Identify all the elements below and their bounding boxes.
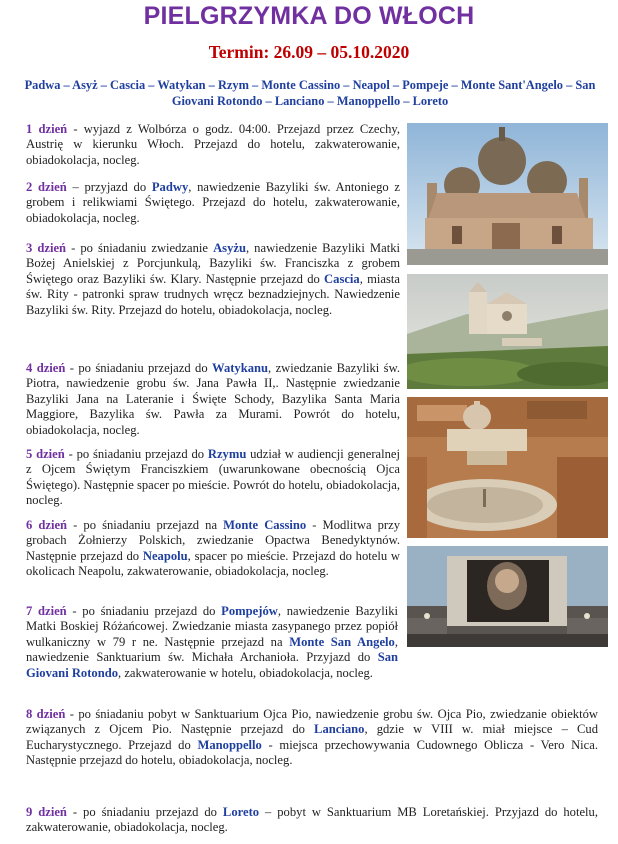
day-text: - po śniadaniu przejazd do xyxy=(65,361,213,375)
route-separator: – xyxy=(265,94,272,108)
day-text: - po śniadaniu przejazd do xyxy=(66,805,223,819)
route-stop: San Giovani Rotondo xyxy=(171,78,596,108)
route-stop: Loreto xyxy=(412,94,449,108)
route-stop: Padwa xyxy=(24,78,61,92)
assisi-photo xyxy=(407,274,608,389)
day-text: , zwiedzanie Bazyliki św. Piotra, nawiedzenie grobu św. Jana Pawła II,. Następnie zwiedzanie Bazyliki Jana na Lateranie i Święte Schody, Bazylika Santa Maria Maggiore, Bazylika św. Pawła za Murami. Powrót do hotelu, obiadokolacja, nocleg. xyxy=(26,361,401,437)
day-text: - po śniadaniu przejazd do xyxy=(66,604,222,618)
route-separator: – xyxy=(208,78,215,92)
route-stop: Watykan xyxy=(157,78,206,92)
route-stop: Monte Sant'Angelo xyxy=(460,78,563,92)
route-separator: – xyxy=(566,78,573,92)
day-text: - wyjazd z Wolbórza o godz. 04:00. Przejazd przez Czechy, Austrię w kierunku Włoch. Przejazd do hotelu, zakwaterowanie, obiadokolacja, nocleg. xyxy=(26,122,400,167)
day-number: 3 dzień xyxy=(26,241,67,255)
place-name: Manoppello xyxy=(197,737,262,752)
place-name: Rzymu xyxy=(207,447,247,461)
day-2 xyxy=(26,180,400,226)
route-stop: Neapol xyxy=(352,78,390,92)
day-number: 8 dzień xyxy=(26,707,66,721)
route-separator: – xyxy=(252,78,259,92)
day-7 xyxy=(26,604,398,681)
day-number: 6 dzień xyxy=(26,518,68,532)
route-stop: Cascia xyxy=(110,78,146,92)
place-name: Loreto xyxy=(222,805,260,819)
day-5 xyxy=(26,447,400,509)
place-name: Watykanu xyxy=(212,361,269,375)
day-text: - Modlitwa przy grobach Żołnierzy Polskich, zwiedzanie Opactwa Benedyktynów. Następnie przejazd do xyxy=(26,518,400,563)
day-number: 9 dzień xyxy=(26,805,67,819)
day-number: 1 dzień xyxy=(26,122,68,136)
day-text: – przyjazd do xyxy=(66,180,152,194)
route-separator: – xyxy=(392,78,400,92)
day-text: – pobyt w Sanktuarium MB Loretańskiej. Przyjazd do hotelu, zakwaterowanie, obiadokolacja, nocleg. xyxy=(26,805,598,835)
day-number: 2 dzień xyxy=(26,180,67,194)
trip-dates: Termin: 26.09 – 05.10.2020 xyxy=(208,42,410,62)
day-text: - po śniadaniu zwiedzanie xyxy=(66,241,214,255)
route-separator: – xyxy=(403,94,410,108)
place-name: Padwy xyxy=(151,180,189,194)
place-name: Monte San Angelo xyxy=(289,634,395,649)
day-number: 4 dzień xyxy=(26,361,66,375)
day-text: udział w audiencji generalnej z Ojcem Świętym Franciszkiem (uwarunkowane obecnością Ojca Świętego). Następnie spacer po mieście. Powrót do hotelu, obiadokolacja, nocleg. xyxy=(26,447,400,508)
day-text: , nawiedzenie Bazyliki Matki Bożej Anielskiej z Porcjunkulą, Bazyliki św. Franciszka z grobem Świętego oraz Bazyliki św. Klary. Następnie przejazd do xyxy=(26,241,400,286)
route-separator: – xyxy=(343,78,350,92)
day-1 xyxy=(26,122,400,168)
day-text: - miejsca przechowywania Cudownego Oblicza - Vero Nica. Następnie przejazd do hotelu, obiadokolacja, nocleg. xyxy=(26,737,598,768)
place-name: Monte Cassino xyxy=(223,518,307,532)
vatican-photo xyxy=(407,397,608,538)
place-name: Asyżu xyxy=(213,241,246,255)
place-name: San Giovani Rotondo xyxy=(26,650,398,680)
route-list xyxy=(22,77,598,109)
route-stop: Pompeje xyxy=(402,78,449,92)
day-text: , spacer po mieście. Przejazd do hotelu w okolicach Neapolu, zakwaterowanie, obiadokolacja, nocleg. xyxy=(26,548,401,579)
day-text: , nawiedzenie Sanktuarium św. Michała Archanioła. Przyjazd do xyxy=(26,634,398,665)
day-6 xyxy=(26,518,400,580)
day-text: - po śniadaniu przejazd do xyxy=(64,447,208,461)
day-4 xyxy=(26,361,400,438)
day-text: , zakwaterowanie w hotelu, obiadokolacja, nocleg. xyxy=(118,665,373,680)
place-name: Cascia xyxy=(324,271,360,286)
place-name: Lanciano xyxy=(314,722,365,737)
route-stop: Rzym xyxy=(217,78,249,92)
day-number: 5 dzień xyxy=(26,447,65,461)
place-name: Neapolu xyxy=(142,548,188,563)
route-separator: – xyxy=(148,78,155,92)
route-stop: Monte Cassino xyxy=(261,78,341,92)
day-3 xyxy=(26,241,400,318)
day-text: - po śniadaniu przejazd na xyxy=(67,518,224,532)
day-9 xyxy=(26,805,598,836)
route-separator: – xyxy=(451,78,458,92)
padre-pio-photo xyxy=(407,546,608,647)
route-stop: Manoppello xyxy=(336,94,401,108)
route-separator: – xyxy=(63,78,70,92)
route-separator: – xyxy=(100,78,107,92)
route-stop: Asyż xyxy=(72,78,98,92)
route-stop: Lanciano xyxy=(274,94,325,108)
route-separator: – xyxy=(327,94,334,108)
day-text: - po śniadaniu pobyt w Sanktuarium Ojca Pio, nawiedzenie grobu św. Ojca Pio, zwiedzanie obiektów związanych z Ojcem Pio. Następnie przejazd do xyxy=(26,707,598,737)
place-name: Pompejów xyxy=(221,604,278,618)
day-number: 7 dzień xyxy=(26,604,67,618)
day-text: , miasta św. Rity - patronki spraw trudnych wręcz beznadziejnych. Nawiedzenie Bazyliki św. Rity. Przejazd do hotelu, obiadokolacja, nocleg. xyxy=(26,271,400,317)
day-8 xyxy=(26,707,598,769)
day-text: , nawiedzenie Bazyliki św. Antoniego z grobem i relikwiami Świętego. Przejazd do hotelu, zakwaterowanie, obiadokolacja, nocleg. xyxy=(26,180,400,225)
padua-basilica-photo xyxy=(407,123,608,265)
day-text: , gdzie w VIII w. miał miejsce – Cud Eucharystycznego. Przejazd do xyxy=(26,722,598,752)
day-text: , nawiedzenie Bazyliki Matki Boskiej Różańcowej. Zwiedzanie miasta zasypanego przez popiół wulkaniczny w 79 r ne. Następnie przejazd na xyxy=(26,604,398,649)
page-title: PIELGRZYMKA DO WŁOCH xyxy=(143,2,475,30)
